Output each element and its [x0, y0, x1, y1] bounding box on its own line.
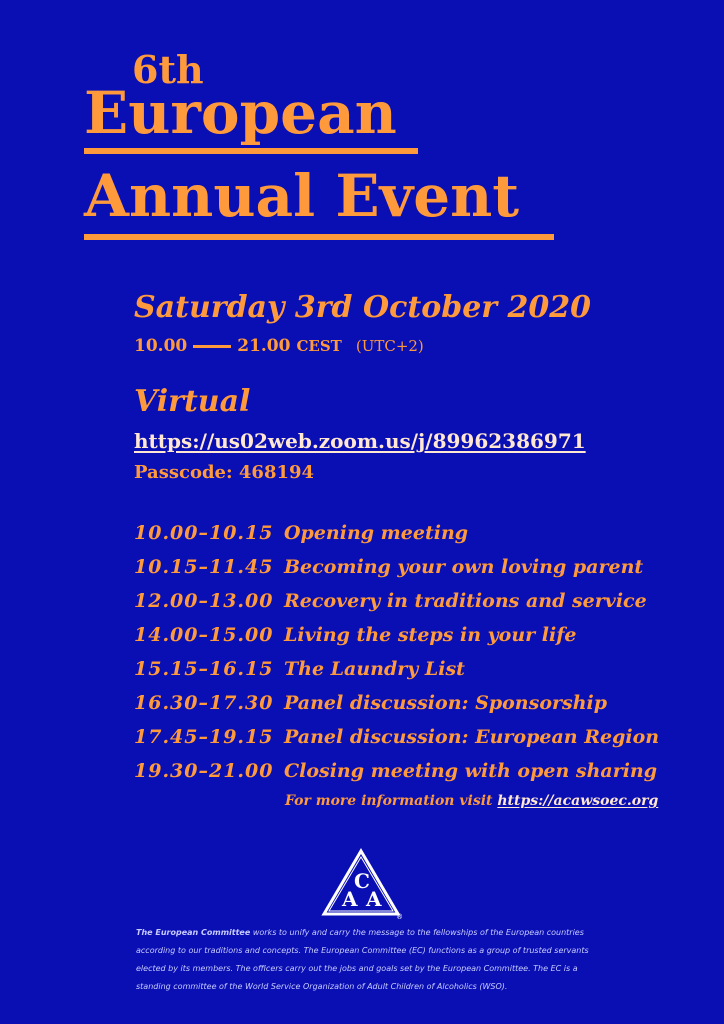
timezone: CEST [296, 337, 342, 355]
schedule-list [134, 516, 659, 788]
title-underline-2 [84, 234, 554, 240]
title-ordinal: 6th [132, 47, 204, 92]
schedule-session: Recovery in traditions and service [284, 590, 647, 612]
footer-description: works to unify and carry the message to the fellowships of the European countries according to our traditions and concepts. The European Committee (EC) functions as a group of trusted servants elected by its members. The officers carry out the jobs and goals set by the European Committee. The EC is a standing committee of the World Service Organization of Adult Children of Alcoholics (WSO). [136, 928, 589, 991]
logo-letter-a1: A [342, 887, 358, 911]
registered-mark: ® [396, 913, 403, 920]
schedule-time: 12.00–13.00 [134, 590, 274, 612]
footer-org: The European Committee [136, 928, 251, 937]
event-date: Saturday 3rd October 2020 [134, 290, 592, 325]
schedule-time: 15.15–16.15 [134, 658, 274, 680]
schedule-session: Panel discussion: European Region [284, 726, 660, 748]
schedule-session: Opening meeting [284, 522, 469, 544]
schedule-time: 10.00–10.15 [134, 522, 274, 544]
schedule-time: 16.30–17.30 [134, 692, 274, 714]
schedule-row [134, 550, 659, 584]
website-link[interactable]: https://acawsoec.org [497, 793, 659, 809]
schedule-time: 17.45–19.15 [134, 726, 274, 748]
schedule-session: Becoming your own loving parent [284, 556, 644, 578]
footer-text [136, 924, 606, 996]
schedule-session: Panel discussion: Sponsorship [284, 692, 608, 714]
more-info-text: For more information visit [285, 793, 493, 809]
schedule-row [134, 584, 659, 618]
zoom-link[interactable]: https://us02web.zoom.us/j/89962386971 [134, 429, 586, 453]
passcode: Passcode: 468194 [134, 462, 315, 483]
schedule-time: 19.30–21.00 [134, 760, 274, 782]
logo-letter-c: C [354, 869, 370, 893]
time-dash [193, 345, 231, 348]
schedule-row [134, 618, 659, 652]
more-info [285, 790, 658, 812]
schedule-row [134, 686, 659, 720]
schedule-time: 10.15–11.45 [134, 556, 274, 578]
time-end: 21.00 [237, 336, 291, 356]
schedule-session: The Laundry List [284, 658, 465, 680]
event-time [134, 334, 424, 358]
utc-offset: (UTC+2) [355, 337, 424, 355]
aca-logo-icon [318, 848, 404, 920]
logo-letter-a2: A [366, 887, 382, 911]
title-underline-1 [84, 148, 418, 154]
title-line-2: Annual Event [84, 162, 520, 230]
schedule-row [134, 516, 659, 550]
schedule-row [134, 652, 659, 686]
title-line-1: European [84, 79, 397, 147]
time-start: 10.00 [134, 336, 188, 356]
schedule-session: Closing meeting with open sharing [284, 760, 658, 782]
virtual-label: Virtual [134, 384, 251, 419]
schedule-row [134, 754, 659, 788]
schedule-time: 14.00–15.00 [134, 624, 274, 646]
schedule-row [134, 720, 659, 754]
schedule-session: Living the steps in your life [284, 624, 577, 646]
